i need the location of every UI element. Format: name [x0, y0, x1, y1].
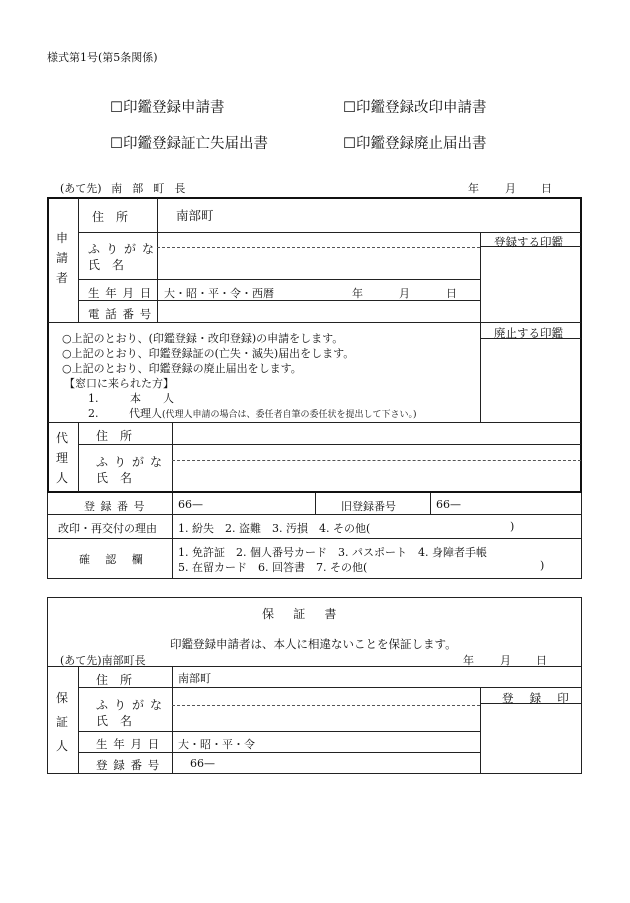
addressee — [60, 180, 189, 196]
guarantee-title: 保 証 書 — [262, 607, 341, 621]
old-registration-number-label: 旧登録番号 — [341, 500, 396, 513]
date-day-label: 日 — [541, 182, 552, 195]
guarantor-birth-label: 生年月日 — [96, 737, 165, 751]
seal-abolish-label: 廃止する印鑑 — [494, 326, 563, 340]
option-2-number: 2. — [88, 407, 99, 420]
title-option-seal-registration[interactable]: ☐印鑑登録申請書 — [110, 100, 225, 116]
agent-name-label: 氏 名 — [96, 471, 133, 485]
confirmation-close: ) — [540, 559, 545, 572]
window-visitor-option-1[interactable] — [88, 390, 180, 406]
guarantor-address-value[interactable]: 南部町 — [178, 672, 211, 685]
guarantee-addressee: (あて先)南部町長 — [60, 654, 146, 667]
applicant-birth-day: 日 — [446, 287, 457, 300]
declaration-registration[interactable]: ○上記のとおり、(印鑑登録・改印登録)の申請をします。 — [62, 332, 344, 345]
seal-register-box[interactable] — [481, 247, 581, 322]
option-2-note: (代理人申請の場合は、委任者自筆の委任状を提出して下さい。) — [162, 410, 417, 420]
old-registration-number-value[interactable]: 66— — [436, 498, 461, 511]
applicant-address-label: 住 所 — [92, 210, 129, 224]
applicant-address-value[interactable]: 南部町 — [176, 208, 214, 223]
applicant-phone-label: 電話番号 — [88, 307, 157, 321]
guarantor-name-label: 氏 名 — [96, 714, 133, 728]
agent-name-input[interactable] — [173, 462, 580, 491]
guarantor-registration-value[interactable]: 66— — [190, 757, 215, 770]
declaration-abolition[interactable]: ○上記のとおり、印鑑登録の廃止届出をします。 — [62, 362, 302, 375]
guarantee-year-label: 年 — [463, 654, 474, 667]
applicant-birth-month: 月 — [399, 287, 410, 300]
confirmation-label: 確 認 欄 — [79, 553, 145, 566]
registration-number-label: 登録番号 — [84, 500, 150, 513]
agent-address-label: 住 所 — [96, 429, 133, 443]
agent-furigana-label: ふりがな — [96, 455, 169, 469]
seal-abolish-box[interactable] — [481, 339, 581, 421]
seal-register-label: 登録する印鑑 — [494, 235, 563, 249]
agent-section-label: 代理人 — [55, 431, 68, 485]
addressee-label: (あて先) — [60, 182, 102, 195]
form-number: 様式第1号(第5条関係) — [47, 51, 158, 64]
window-visitor-heading: 【窓口に来られた方】 — [64, 377, 174, 390]
applicant-birth-label: 生年月日 — [88, 286, 157, 300]
registration-number-value[interactable]: 66— — [178, 498, 203, 511]
applicant-birth-year: 年 — [352, 287, 363, 300]
guarantor-seal-label: 登 録 印 — [502, 691, 571, 705]
guarantor-seal-box[interactable] — [481, 704, 581, 773]
applicant-name-input[interactable] — [158, 249, 478, 278]
title-option-certificate-loss[interactable]: ☐印鑑登録証亡失届出書 — [110, 136, 268, 152]
applicant-furigana-input[interactable] — [158, 234, 478, 246]
guarantee-day-label: 日 — [536, 654, 547, 667]
agent-furigana-input[interactable] — [173, 446, 580, 459]
agent-address-input[interactable] — [173, 423, 580, 443]
guarantor-name-input[interactable] — [173, 707, 479, 730]
guarantor-section-label: 保証人 — [55, 691, 68, 753]
guarantor-birth-eras[interactable]: 大・昭・平・令 — [178, 738, 255, 751]
reissue-reason-label: 改印・再交付の理由 — [58, 522, 157, 535]
addressee-name: 南 部 町 長 — [111, 182, 189, 195]
reissue-reason-options[interactable]: 1. 紛失 2. 盗難 3. 汚損 4. その他( — [178, 522, 371, 535]
reissue-reason-close: ) — [510, 520, 515, 533]
guarantee-month-label: 月 — [500, 654, 511, 667]
guarantor-registration-label: 登録番号 — [96, 758, 165, 772]
confirmation-line-1[interactable]: 1. 免許証 2. 個人番号カード 3. パスポート 4. 身障者手帳 — [178, 546, 487, 559]
applicant-section-label: 申請者 — [55, 231, 68, 285]
applicant-furigana-label: ふりがな — [88, 242, 161, 256]
declaration-certificate-loss[interactable]: ○上記のとおり、印鑑登録証の(亡失・滅失)届出をします。 — [62, 347, 355, 360]
guarantor-address-label: 住 所 — [96, 673, 133, 687]
title-option-seal-abolition[interactable]: ☐印鑑登録廃止届出書 — [343, 136, 487, 152]
applicant-phone-input[interactable] — [158, 301, 478, 321]
applicant-birth-eras[interactable]: 大・昭・平・令・西暦 — [164, 287, 274, 300]
date-year-label: 年 — [468, 182, 479, 195]
option-1-label: 本 人 — [130, 392, 180, 405]
option-2-label: 代理人 — [129, 407, 162, 420]
option-1-number: 1. — [88, 392, 99, 405]
applicant-name-label: 氏 名 — [88, 258, 125, 272]
guarantor-furigana-input[interactable] — [173, 689, 479, 704]
guarantee-statement: 印鑑登録申請者は、本人に相違ないことを保証します。 — [170, 637, 457, 651]
guarantor-furigana-label: ふりがな — [96, 698, 169, 712]
date-month-label: 月 — [505, 182, 516, 195]
title-option-seal-change[interactable]: ☐印鑑登録改印申請書 — [343, 100, 487, 116]
confirmation-line-2[interactable]: 5. 在留カード 6. 回答書 7. その他( — [178, 561, 368, 574]
window-visitor-option-2[interactable] — [88, 405, 417, 421]
